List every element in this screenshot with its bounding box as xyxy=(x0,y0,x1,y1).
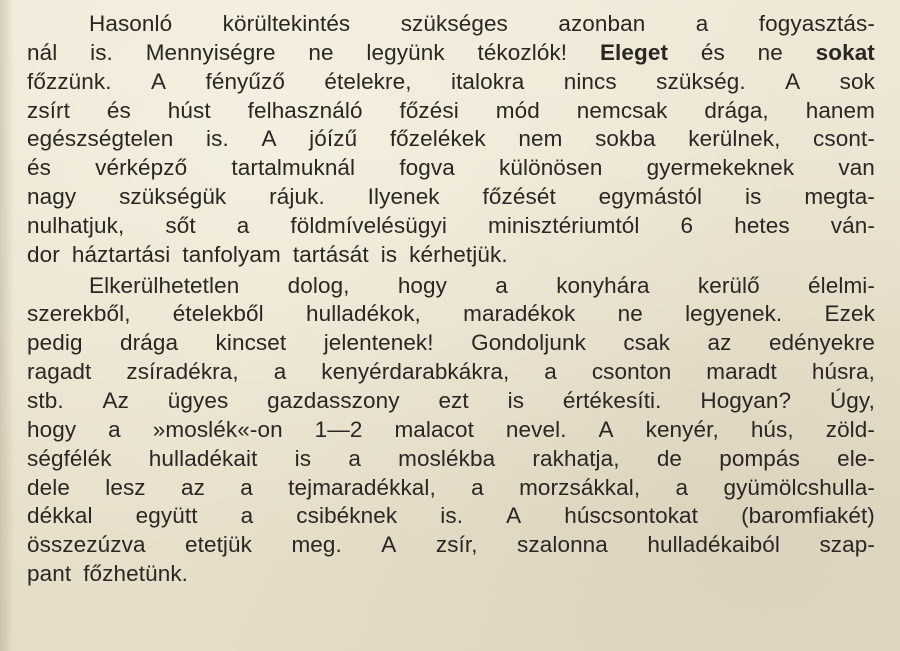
page-edge-shadow xyxy=(0,0,14,651)
word: kerülő xyxy=(697,272,760,298)
word: értékesíti. xyxy=(562,387,662,413)
word: a xyxy=(273,359,287,385)
word: csibéknek xyxy=(296,503,398,529)
word: tékozlók! xyxy=(477,39,568,65)
word: legyenek. xyxy=(685,301,783,327)
word: hulladékaiból xyxy=(647,532,781,558)
word: gazdasszony xyxy=(267,387,400,413)
word: azonban xyxy=(558,11,646,36)
word: kenyér, xyxy=(645,416,719,442)
word: is xyxy=(507,387,525,413)
paragraph-2 xyxy=(27,272,875,589)
text-line xyxy=(27,10,875,39)
word: »moslék«-on xyxy=(152,416,283,442)
word: etetjük xyxy=(185,532,252,558)
word: ügyes xyxy=(167,387,229,413)
word: hogy xyxy=(397,272,448,298)
word: pant xyxy=(27,561,72,587)
word: húsra, xyxy=(811,359,875,385)
word: a xyxy=(108,416,121,442)
word: földmívelésügyi xyxy=(290,212,447,238)
word: zöld- xyxy=(825,416,875,442)
word: tejmaradékkal, xyxy=(288,474,436,500)
word: és xyxy=(700,39,725,65)
word: nál xyxy=(27,39,58,65)
word: meg. xyxy=(291,532,342,558)
word: fogyasztás- xyxy=(758,11,875,36)
word: egymástól xyxy=(598,184,703,210)
text-line xyxy=(27,416,875,445)
word: dor xyxy=(27,241,60,267)
word: Hogyan? xyxy=(700,387,792,413)
word: főzését xyxy=(482,184,556,210)
word: nemcsak xyxy=(576,97,668,123)
word: A xyxy=(506,503,522,529)
text-line xyxy=(27,531,875,560)
word: dékkal xyxy=(27,503,93,529)
word: gyermekeknek xyxy=(646,155,795,181)
word: a xyxy=(544,359,557,385)
word: különösen xyxy=(499,155,603,181)
word: ne xyxy=(308,39,334,65)
word: kincset xyxy=(215,330,287,356)
word: együtt xyxy=(135,503,198,529)
word: rakhatja, xyxy=(532,445,620,471)
word: morzsákkal, xyxy=(519,474,641,500)
word: tartását xyxy=(292,241,369,267)
word: Ilyenek xyxy=(367,184,440,210)
word: hús, xyxy=(750,416,794,442)
word: jelentenek! xyxy=(323,330,434,356)
word: Az xyxy=(102,387,129,413)
word: ételekből xyxy=(172,301,264,327)
text-column xyxy=(27,10,875,589)
word: lesz xyxy=(105,474,146,500)
word: Hasonló xyxy=(89,11,173,36)
word: is. xyxy=(206,126,229,152)
text-line xyxy=(27,560,875,589)
word: malacot xyxy=(394,416,474,442)
word: ételekre, xyxy=(324,68,412,94)
word: zsírt xyxy=(27,97,70,123)
word: és xyxy=(106,97,131,123)
word: háztartási xyxy=(71,241,171,267)
text-line xyxy=(27,358,875,387)
word: tanfolyam xyxy=(182,241,281,267)
word: élelmi- xyxy=(808,272,875,298)
word: főzési xyxy=(399,97,459,123)
word: a xyxy=(695,11,709,36)
word: van xyxy=(838,155,875,181)
text-line xyxy=(27,300,875,329)
paragraph-1 xyxy=(27,10,875,270)
word: hulladékait xyxy=(148,445,258,471)
word: sok xyxy=(839,68,875,94)
word: zsíradékra, xyxy=(126,359,239,385)
text-line xyxy=(27,39,875,68)
word: pedig xyxy=(27,330,83,356)
word: hulladékok, xyxy=(305,301,421,327)
word: mód xyxy=(495,97,540,123)
word: szerekből, xyxy=(27,301,131,327)
word: húscsontokat xyxy=(564,503,699,529)
word: de xyxy=(656,445,683,471)
word: és xyxy=(27,155,51,181)
word: a xyxy=(495,272,508,298)
word: drága, xyxy=(704,97,769,123)
word: ele- xyxy=(837,445,875,471)
word: A xyxy=(598,416,614,442)
word: is xyxy=(380,241,398,267)
word: drága xyxy=(120,330,179,356)
word: sokba xyxy=(595,126,656,152)
word: kenyérdarabkákra, xyxy=(321,359,510,385)
text-line xyxy=(27,241,875,270)
word: szap- xyxy=(819,532,875,558)
word: összezúzva xyxy=(27,532,146,558)
word: Gondoljunk xyxy=(471,330,586,356)
word: moslékba xyxy=(398,445,496,471)
word: konyhára xyxy=(556,272,650,298)
word: felhasználó xyxy=(247,97,363,123)
word: a xyxy=(240,474,253,500)
word: szükséges xyxy=(400,11,508,36)
word: hetes xyxy=(734,212,790,238)
word: nulhatjuk, xyxy=(27,212,125,238)
word: minisztériumtól xyxy=(487,212,640,238)
word: maradékok xyxy=(463,301,576,327)
word: Ezek xyxy=(824,301,875,327)
text-line xyxy=(27,125,875,154)
text-line xyxy=(27,445,875,474)
word: is. xyxy=(90,39,113,65)
word: a xyxy=(675,474,689,500)
word: hogy xyxy=(27,416,77,442)
word: A xyxy=(150,68,167,94)
emphasized-word: sokat xyxy=(815,39,875,65)
word: rájuk. xyxy=(269,184,325,210)
word: italokra xyxy=(450,68,525,94)
word: dele xyxy=(27,474,70,500)
word: a xyxy=(236,212,250,238)
word: jóízű xyxy=(309,126,358,152)
word: egészségtelen xyxy=(27,126,174,152)
word: főzzünk. xyxy=(27,68,112,94)
text-line xyxy=(27,474,875,503)
word: szalonna xyxy=(517,532,608,558)
word: is. xyxy=(440,503,464,529)
word: szükségük xyxy=(119,184,227,210)
word: az xyxy=(707,330,732,356)
word: a xyxy=(240,503,254,529)
word: 1—2 xyxy=(314,416,363,442)
word: körültekintés xyxy=(222,11,351,36)
word: kérhetjük. xyxy=(409,241,508,267)
word: hanem xyxy=(805,97,875,123)
word: 6 xyxy=(680,212,694,238)
word: ne xyxy=(757,39,783,65)
word: nem xyxy=(518,126,563,152)
word: A xyxy=(381,532,397,558)
word: legyünk xyxy=(366,39,445,65)
text-line xyxy=(27,154,875,183)
word: sőt xyxy=(165,212,196,238)
text-line xyxy=(27,502,875,531)
word: (baromfiakét) xyxy=(741,503,875,529)
word: gyümölcshulla- xyxy=(723,474,875,500)
word: A xyxy=(261,126,277,152)
word: ne xyxy=(617,301,643,327)
word: Mennyiségre xyxy=(145,39,276,65)
word: vérképző xyxy=(95,155,188,181)
word: ragadt xyxy=(27,359,92,385)
word: az xyxy=(180,474,205,500)
word: nagy xyxy=(27,184,77,210)
word: nevel. xyxy=(505,416,567,442)
word: fényűző xyxy=(205,68,285,94)
word: dolog, xyxy=(287,272,350,298)
word: ségfélék xyxy=(27,445,112,471)
word: kerülnek, xyxy=(688,126,781,152)
text-line xyxy=(27,272,875,301)
word: pompás xyxy=(719,445,800,471)
text-line xyxy=(27,329,875,358)
word: a xyxy=(348,445,361,471)
word: zsír, xyxy=(435,532,478,558)
word: stb. xyxy=(27,387,64,413)
word: is xyxy=(294,445,312,471)
word: csak xyxy=(623,330,671,356)
text-line xyxy=(27,212,875,241)
word: csont- xyxy=(813,126,875,152)
word: Úgy, xyxy=(829,387,875,413)
word: fogva xyxy=(399,155,455,181)
word: húst xyxy=(167,97,211,123)
emphasized-word: Eleget xyxy=(599,39,669,65)
word: edényekre xyxy=(768,330,875,356)
word: maradt xyxy=(706,359,777,385)
text-line xyxy=(27,97,875,126)
word: megta- xyxy=(804,184,875,210)
text-line xyxy=(27,68,875,97)
word: tartalmuknál xyxy=(231,155,356,181)
word: főzhetünk. xyxy=(83,561,189,587)
word: főzelékek xyxy=(389,126,486,152)
text-line xyxy=(27,387,875,416)
word: a xyxy=(471,474,484,500)
word: ván- xyxy=(830,212,875,238)
word: szükség. xyxy=(656,68,746,94)
word: is xyxy=(745,184,762,210)
word: csonton xyxy=(591,359,672,385)
word: A xyxy=(785,68,801,94)
word: Elkerülhetetlen xyxy=(89,272,240,298)
word: nincs xyxy=(563,68,617,94)
word: ezt xyxy=(438,387,469,413)
text-line xyxy=(27,183,875,212)
